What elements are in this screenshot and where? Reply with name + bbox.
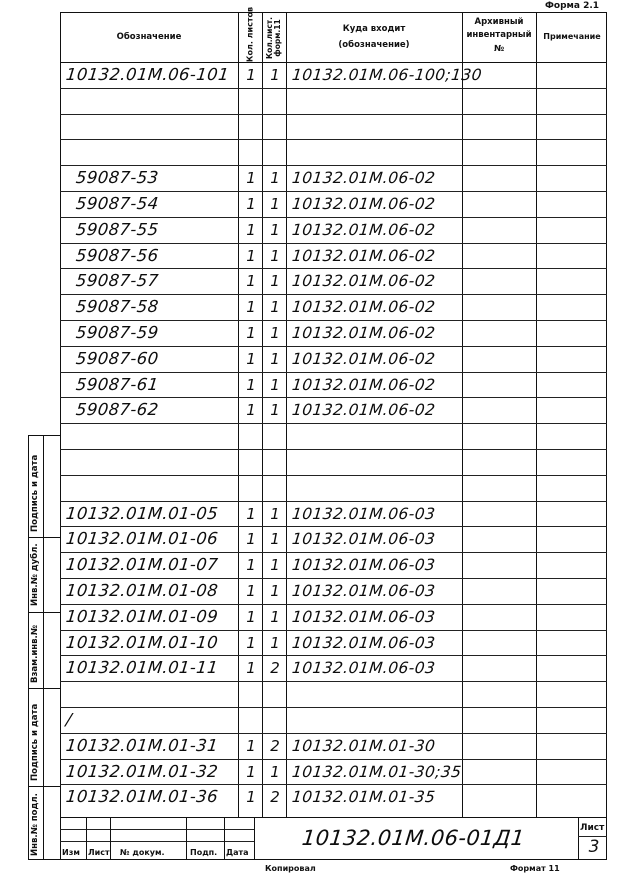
- row-divider: [60, 372, 607, 373]
- header-qty-sheets: Кол. листов: [245, 6, 255, 63]
- table-row: [60, 62, 607, 88]
- cell-qty-sheets: 1: [246, 607, 256, 626]
- cell-qty-sheets: 1: [246, 272, 256, 291]
- row-divider: [60, 217, 607, 218]
- side-strip-divider: [43, 435, 44, 860]
- header-designation: Обозначение: [116, 32, 182, 42]
- tb-label-sign: Подп.: [190, 848, 218, 857]
- cell-where-used: 10132.01М.06-02: [291, 298, 437, 317]
- row-divider: [60, 423, 607, 424]
- row-divider: [60, 733, 607, 734]
- row-divider: [60, 139, 607, 140]
- cell-qty-sheets: 1: [246, 246, 256, 265]
- row-divider: [60, 630, 607, 631]
- footer-format: Формат 11: [510, 864, 560, 873]
- table-row: [60, 243, 607, 269]
- cell-qty-sheets: 1: [246, 375, 256, 394]
- cell-where-used: 10132.01М.06-02: [291, 401, 437, 420]
- cell-designation: 59087-57: [75, 271, 160, 291]
- cell-where-used: 10132.01М.06-02: [291, 195, 437, 213]
- cell-designation: /: [65, 710, 73, 729]
- table-row: [60, 165, 607, 191]
- cell-qty-format: 1: [270, 530, 280, 549]
- row-divider: [60, 475, 607, 476]
- cell-qty-format: 2: [270, 659, 280, 678]
- table-row: [60, 268, 607, 294]
- cell-where-used: 10132.01М.06-03: [291, 659, 437, 678]
- header-where-used-2: (обозначение): [338, 40, 410, 50]
- header-where-used-1: Куда входит: [342, 24, 406, 34]
- form-label: Форма 2.1: [545, 1, 600, 11]
- row-divider: [60, 759, 607, 760]
- cell-where-used: 10132.01М.06-03: [291, 530, 437, 549]
- table-row: [60, 526, 607, 552]
- header-note: Примечание: [543, 32, 601, 41]
- cell-qty-format: 2: [270, 788, 280, 807]
- cell-qty-sheets: 1: [246, 220, 256, 239]
- table-row: [60, 681, 607, 707]
- row-divider: [60, 707, 607, 708]
- row-divider: [60, 88, 607, 89]
- table-row: [60, 552, 607, 578]
- tb-col-5: [254, 817, 255, 860]
- cell-designation: 10132.01М.01-09: [65, 606, 220, 626]
- table-row: [60, 423, 607, 449]
- row-divider: [60, 320, 607, 321]
- row-divider: [60, 552, 607, 553]
- cell-qty-sheets: 1: [246, 582, 256, 600]
- table-row: [60, 88, 607, 114]
- footer-copied: Копировал: [265, 864, 316, 873]
- header-archive-3: №: [493, 44, 505, 54]
- row-divider: [60, 449, 607, 450]
- cell-qty-format: 1: [270, 169, 280, 188]
- row-divider: [60, 191, 607, 192]
- cell-designation: 10132.01М.01-32: [65, 761, 220, 781]
- cell-where-used: 10132.01М.06-02: [291, 220, 437, 239]
- cell-qty-format: 1: [270, 582, 280, 600]
- side-cell-2: [28, 612, 60, 613]
- table-row: [60, 397, 607, 423]
- cell-designation: 10132.01М.06-101: [65, 65, 231, 84]
- row-divider: [60, 501, 607, 502]
- cell-where-used: 10132.01М.06-100;130: [291, 66, 483, 84]
- row-divider: [60, 294, 607, 295]
- row-divider: [60, 346, 607, 347]
- cell-designation: 59087-59: [75, 323, 160, 342]
- cell-qty-sheets: 1: [246, 298, 256, 317]
- cell-qty-sheets: 1: [246, 195, 256, 213]
- cell-where-used: 10132.01М.06-02: [291, 272, 437, 291]
- tb-col-4: [224, 817, 225, 860]
- cell-qty-sheets: 1: [246, 556, 256, 575]
- cell-designation: 10132.01М.01-11: [65, 658, 220, 678]
- title-block-top: [60, 817, 607, 818]
- cell-where-used: 10132.01М.06-03: [291, 504, 437, 523]
- row-divider: [60, 578, 607, 579]
- tb-col-3: [186, 817, 187, 860]
- cell-qty-format: 2: [270, 736, 280, 755]
- header-archive-2: инвентарный: [466, 30, 532, 40]
- table-row: [60, 501, 607, 527]
- row-divider: [60, 268, 607, 269]
- cell-qty-format: 1: [270, 504, 280, 523]
- side-cell-1: [28, 537, 60, 538]
- table-row: [60, 578, 607, 604]
- cell-qty-format: 1: [270, 246, 280, 265]
- side-label-inv-dubl: Инв.№ дубл.: [30, 543, 40, 606]
- cell-qty-format: 1: [270, 607, 280, 626]
- cell-qty-format: 1: [270, 762, 280, 781]
- cell-where-used: 10132.01М.06-03: [291, 582, 437, 600]
- cell-qty-format: 1: [270, 349, 280, 368]
- row-divider: [60, 114, 607, 115]
- side-cell-4: [28, 786, 60, 787]
- cell-where-used: 10132.01М.06-03: [291, 556, 437, 575]
- tb-label-izm: Изм: [62, 848, 80, 857]
- document-number: 10132.01М.06-01Д1: [300, 826, 526, 850]
- table-row: [60, 733, 607, 759]
- cell-designation: 59087-61: [75, 374, 160, 394]
- cell-designation: 10132.01М.01-36: [65, 787, 220, 807]
- cell-qty-format: 1: [270, 272, 280, 291]
- table-row: [60, 784, 607, 810]
- row-divider: [60, 165, 607, 166]
- side-label-inv-podl: Инв.№ подл.: [30, 793, 40, 856]
- sheet-number: 3: [588, 837, 600, 857]
- cell-qty-format: 1: [270, 66, 280, 84]
- cell-qty-sheets: 1: [246, 736, 256, 755]
- cell-qty-format: 1: [270, 401, 280, 420]
- cell-designation: 59087-54: [75, 194, 160, 213]
- row-divider: [60, 784, 607, 785]
- cell-qty-format: 1: [270, 556, 280, 575]
- cell-qty-format: 1: [270, 220, 280, 239]
- table-row: [60, 604, 607, 630]
- cell-qty-sheets: 1: [246, 349, 256, 368]
- table-row: [60, 449, 607, 475]
- cell-designation: 59087-53: [75, 168, 160, 188]
- cell-qty-sheets: 1: [246, 788, 256, 807]
- cell-where-used: 10132.01М.01-30;35: [291, 762, 463, 781]
- table-row: [60, 630, 607, 656]
- side-label-vzam-inv: Взам.инв.№: [30, 625, 40, 683]
- cell-qty-sheets: 1: [246, 66, 256, 84]
- cell-qty-sheets: 1: [246, 762, 256, 781]
- side-cell-3: [28, 688, 60, 689]
- cell-where-used: 10132.01М.06-02: [291, 349, 437, 368]
- tb-col-sheet: [578, 817, 579, 860]
- tb-label-date: Дата: [226, 848, 249, 857]
- table-row: [60, 759, 607, 785]
- cell-qty-sheets: 1: [246, 633, 256, 652]
- table-row: [60, 320, 607, 346]
- cell-where-used: 10132.01М.06-03: [291, 633, 437, 652]
- cell-where-used: 10132.01М.06-02: [291, 169, 437, 188]
- table-row: [60, 372, 607, 398]
- cell-designation: 10132.01М.01-05: [65, 503, 220, 523]
- row-divider: [60, 243, 607, 244]
- table-row: [60, 114, 607, 140]
- cell-qty-sheets: 1: [246, 324, 256, 342]
- table-row: [60, 139, 607, 165]
- cell-designation: 10132.01М.01-08: [65, 581, 220, 600]
- cell-qty-sheets: 1: [246, 169, 256, 188]
- cell-designation: 59087-55: [75, 219, 160, 239]
- header-archive-1: Архивный: [474, 17, 524, 27]
- row-divider: [60, 526, 607, 527]
- cell-designation: 10132.01М.01-07: [65, 555, 220, 575]
- table-row: [60, 294, 607, 320]
- cell-qty-format: 1: [270, 633, 280, 652]
- cell-where-used: 10132.01М.06-03: [291, 607, 437, 626]
- cell-where-used: 10132.01М.06-02: [291, 324, 437, 342]
- table-row: [60, 217, 607, 243]
- header-qty-format: Кол.лист. форм.11: [265, 17, 282, 60]
- cell-designation: 10132.01М.01-06: [65, 529, 220, 549]
- table-row: [60, 191, 607, 217]
- table-row: [60, 346, 607, 372]
- cell-designation: 59087-60: [75, 348, 160, 368]
- sheet-label: Лист: [580, 823, 605, 833]
- cell-qty-format: 1: [270, 298, 280, 317]
- cell-qty-sheets: 1: [246, 504, 256, 523]
- cell-where-used: 10132.01М.01-35: [291, 788, 437, 807]
- cell-qty-sheets: 1: [246, 530, 256, 549]
- row-divider: [60, 681, 607, 682]
- cell-designation: 10132.01М.01-31: [65, 735, 220, 755]
- row-divider: [60, 397, 607, 398]
- table-row: [60, 475, 607, 501]
- tb-col-2: [110, 817, 111, 860]
- row-divider: [60, 655, 607, 656]
- tb-label-list: Лист: [88, 848, 110, 857]
- tb-col-1: [86, 817, 87, 860]
- side-label-sign-date-top: Подпись и дата: [30, 454, 40, 532]
- side-label-sign-date-bottom: Подпись и дата: [30, 703, 40, 781]
- cell-designation: 10132.01М.01-10: [65, 632, 220, 652]
- row-divider: [60, 604, 607, 605]
- cell-designation: 59087-56: [75, 245, 160, 265]
- cell-qty-format: 1: [270, 375, 280, 394]
- cell-qty-format: 1: [270, 195, 280, 213]
- cell-designation: 59087-62: [75, 400, 160, 420]
- cell-where-used: 10132.01М.06-02: [291, 375, 437, 394]
- cell-qty-format: 1: [270, 324, 280, 342]
- tb-label-doc: № докум.: [120, 848, 165, 857]
- table-row: [60, 707, 607, 733]
- cell-where-used: 10132.01М.06-02: [291, 246, 437, 265]
- cell-qty-sheets: 1: [246, 659, 256, 678]
- cell-designation: 59087-58: [75, 297, 160, 317]
- cell-where-used: 10132.01М.01-30: [291, 736, 437, 755]
- table-row: [60, 655, 607, 681]
- cell-qty-sheets: 1: [246, 401, 256, 420]
